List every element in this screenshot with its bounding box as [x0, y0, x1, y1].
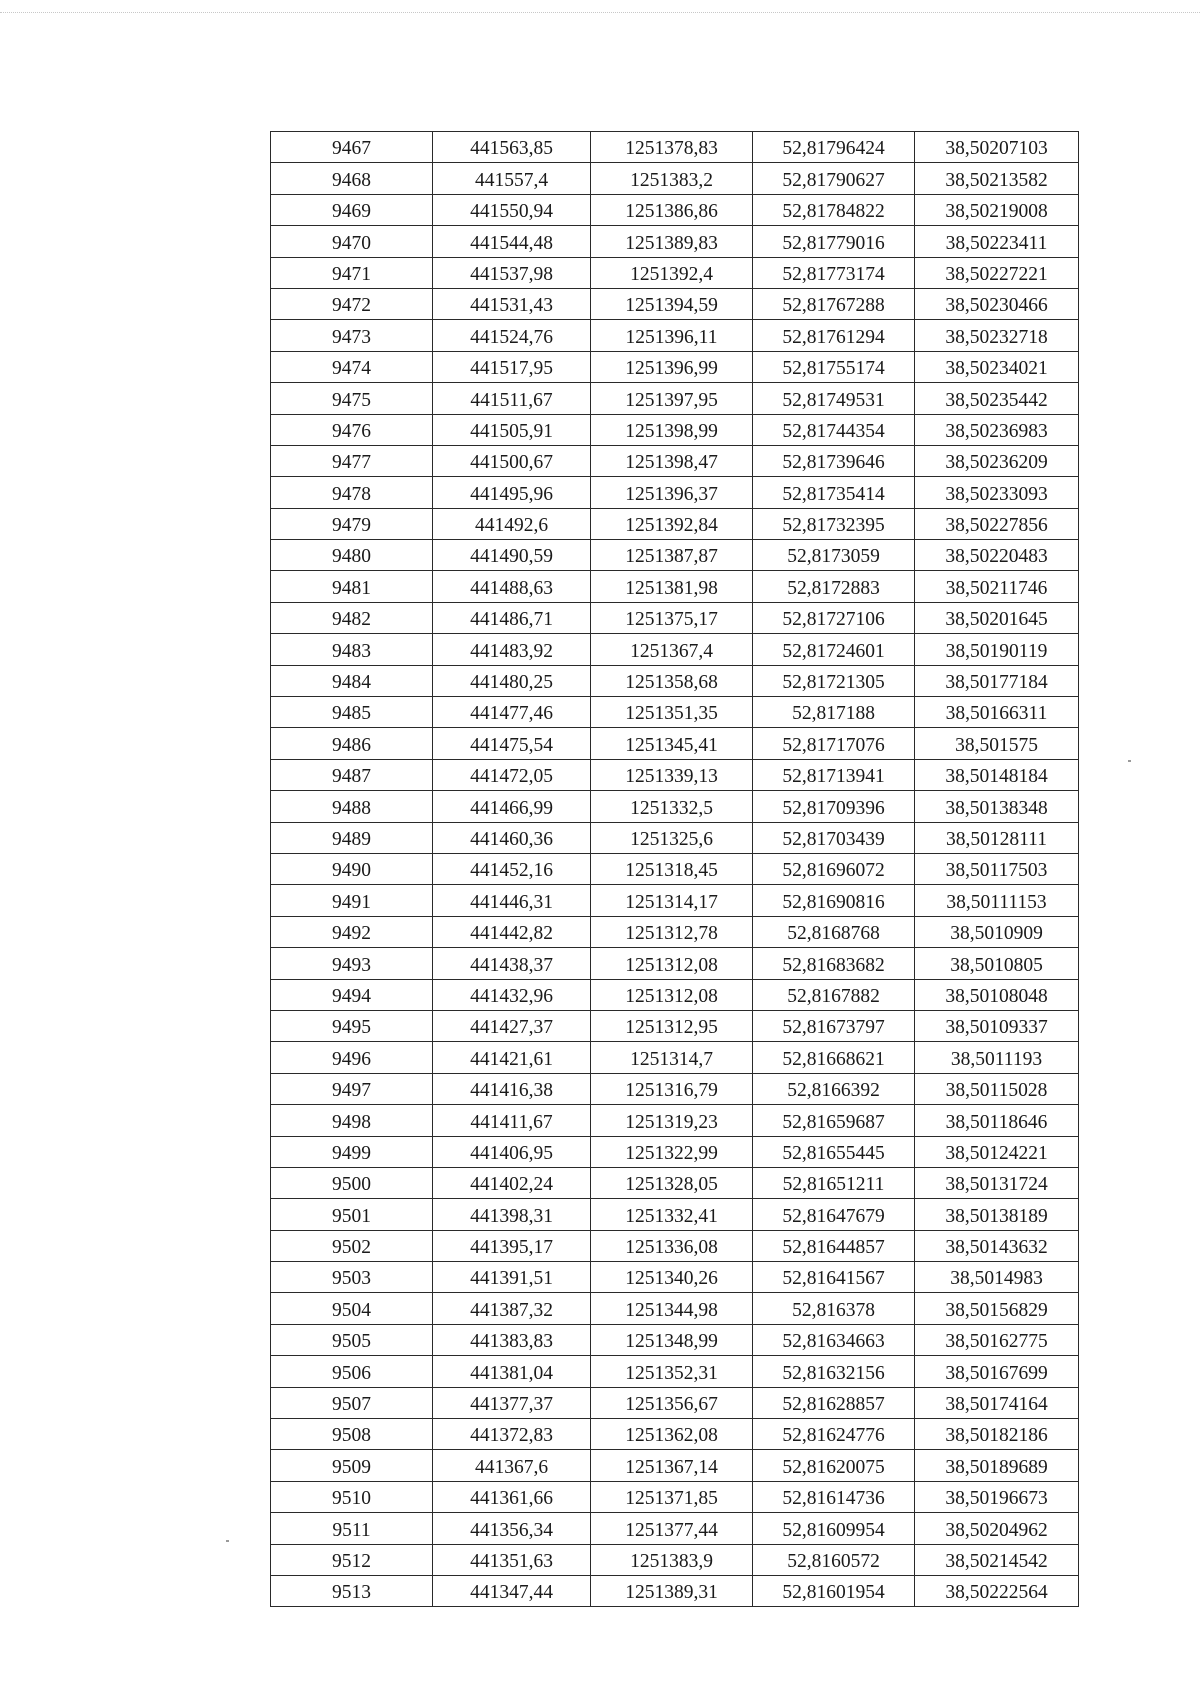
y-coordinate-cell: 1251336,08 [591, 1230, 753, 1261]
latitude-cell: 52,81744354 [753, 414, 915, 445]
x-coordinate-cell: 441361,66 [433, 1481, 591, 1512]
longitude-cell: 38,50235442 [915, 383, 1079, 414]
x-coordinate-cell: 441377,37 [433, 1387, 591, 1418]
x-coordinate-cell: 441421,61 [433, 1042, 591, 1073]
table-row [271, 445, 1079, 476]
longitude-cell: 38,50115028 [915, 1073, 1079, 1104]
y-coordinate-cell: 1251351,35 [591, 697, 753, 728]
latitude-cell: 52,8160572 [753, 1544, 915, 1575]
table-row [271, 1387, 1079, 1418]
table-row [271, 948, 1079, 979]
x-coordinate-cell: 441563,85 [433, 132, 591, 163]
longitude-cell: 38,50177184 [915, 665, 1079, 696]
latitude-cell: 52,81647679 [753, 1199, 915, 1230]
y-coordinate-cell: 1251375,17 [591, 602, 753, 633]
latitude-cell: 52,81713941 [753, 759, 915, 790]
point-number-cell: 9487 [271, 759, 433, 790]
longitude-cell: 38,5011193 [915, 1042, 1079, 1073]
latitude-cell: 52,81703439 [753, 822, 915, 853]
point-number-cell: 9481 [271, 571, 433, 602]
point-number-cell: 9482 [271, 602, 433, 633]
point-number-cell: 9510 [271, 1481, 433, 1512]
x-coordinate-cell: 441383,83 [433, 1324, 591, 1355]
x-coordinate-cell: 441411,67 [433, 1105, 591, 1136]
y-coordinate-cell: 1251392,4 [591, 257, 753, 288]
x-coordinate-cell: 441356,34 [433, 1513, 591, 1544]
y-coordinate-cell: 1251386,86 [591, 194, 753, 225]
x-coordinate-cell: 441395,17 [433, 1230, 591, 1261]
point-number-cell: 9485 [271, 697, 433, 728]
latitude-cell: 52,81624776 [753, 1419, 915, 1450]
x-coordinate-cell: 441524,76 [433, 320, 591, 351]
x-coordinate-cell: 441391,51 [433, 1262, 591, 1293]
x-coordinate-cell: 441387,32 [433, 1293, 591, 1324]
x-coordinate-cell: 441372,83 [433, 1419, 591, 1450]
latitude-cell: 52,81739646 [753, 445, 915, 476]
scan-top-edge [0, 12, 1200, 13]
table-row [271, 132, 1079, 163]
y-coordinate-cell: 1251396,11 [591, 320, 753, 351]
latitude-cell: 52,81717076 [753, 728, 915, 759]
x-coordinate-cell: 441475,54 [433, 728, 591, 759]
y-coordinate-cell: 1251381,98 [591, 571, 753, 602]
latitude-cell: 52,81796424 [753, 132, 915, 163]
longitude-cell: 38,50190119 [915, 634, 1079, 665]
y-coordinate-cell: 1251394,59 [591, 288, 753, 319]
latitude-cell: 52,81727106 [753, 602, 915, 633]
x-coordinate-cell: 441460,36 [433, 822, 591, 853]
table-row [271, 665, 1079, 696]
latitude-cell: 52,81634663 [753, 1324, 915, 1355]
longitude-cell: 38,50174164 [915, 1387, 1079, 1418]
table-row [271, 697, 1079, 728]
point-number-cell: 9502 [271, 1230, 433, 1261]
table-row [271, 791, 1079, 822]
latitude-cell: 52,81735414 [753, 477, 915, 508]
point-number-cell: 9497 [271, 1073, 433, 1104]
x-coordinate-cell: 441492,6 [433, 508, 591, 539]
point-number-cell: 9500 [271, 1167, 433, 1198]
longitude-cell: 38,50131724 [915, 1167, 1079, 1198]
longitude-cell: 38,50207103 [915, 132, 1079, 163]
y-coordinate-cell: 1251314,17 [591, 885, 753, 916]
latitude-cell: 52,81601954 [753, 1575, 915, 1606]
y-coordinate-cell: 1251383,2 [591, 163, 753, 194]
y-coordinate-cell: 1251398,47 [591, 445, 753, 476]
y-coordinate-cell: 1251319,23 [591, 1105, 753, 1136]
point-number-cell: 9472 [271, 288, 433, 319]
x-coordinate-cell: 441427,37 [433, 1010, 591, 1041]
point-number-cell: 9475 [271, 383, 433, 414]
longitude-cell: 38,50230466 [915, 288, 1079, 319]
y-coordinate-cell: 1251396,99 [591, 351, 753, 382]
x-coordinate-cell: 441495,96 [433, 477, 591, 508]
point-number-cell: 9478 [271, 477, 433, 508]
table-row [271, 320, 1079, 351]
longitude-cell: 38,50138189 [915, 1199, 1079, 1230]
table-row [271, 1575, 1079, 1606]
x-coordinate-cell: 441406,95 [433, 1136, 591, 1167]
latitude-cell: 52,81614736 [753, 1481, 915, 1512]
table-row [271, 1136, 1079, 1167]
table-row [271, 1293, 1079, 1324]
x-coordinate-cell: 441452,16 [433, 853, 591, 884]
x-coordinate-cell: 441466,99 [433, 791, 591, 822]
coordinate-table [270, 131, 1079, 1607]
longitude-cell: 38,50109337 [915, 1010, 1079, 1041]
x-coordinate-cell: 441511,67 [433, 383, 591, 414]
latitude-cell: 52,8166392 [753, 1073, 915, 1104]
latitude-cell: 52,81732395 [753, 508, 915, 539]
table-row [271, 1105, 1079, 1136]
table-row [271, 508, 1079, 539]
x-coordinate-cell: 441477,46 [433, 697, 591, 728]
x-coordinate-cell: 441398,31 [433, 1199, 591, 1230]
y-coordinate-cell: 1251397,95 [591, 383, 753, 414]
point-number-cell: 9495 [271, 1010, 433, 1041]
point-number-cell: 9474 [271, 351, 433, 382]
longitude-cell: 38,50236983 [915, 414, 1079, 445]
point-number-cell: 9470 [271, 226, 433, 257]
table-row [271, 759, 1079, 790]
x-coordinate-cell: 441347,44 [433, 1575, 591, 1606]
x-coordinate-cell: 441490,59 [433, 540, 591, 571]
point-number-cell: 9468 [271, 163, 433, 194]
table-row [271, 257, 1079, 288]
longitude-cell: 38,50182186 [915, 1419, 1079, 1450]
latitude-cell: 52,81609954 [753, 1513, 915, 1544]
longitude-cell: 38,50227221 [915, 257, 1079, 288]
point-number-cell: 9471 [271, 257, 433, 288]
point-number-cell: 9476 [271, 414, 433, 445]
table-row [271, 1262, 1079, 1293]
latitude-cell: 52,81761294 [753, 320, 915, 351]
latitude-cell: 52,81659687 [753, 1105, 915, 1136]
table-row [271, 351, 1079, 382]
latitude-cell: 52,8172883 [753, 571, 915, 602]
longitude-cell: 38,50222564 [915, 1575, 1079, 1606]
point-number-cell: 9479 [271, 508, 433, 539]
table-row [271, 194, 1079, 225]
latitude-cell: 52,81632156 [753, 1356, 915, 1387]
latitude-cell: 52,81755174 [753, 351, 915, 382]
y-coordinate-cell: 1251367,14 [591, 1450, 753, 1481]
x-coordinate-cell: 441381,04 [433, 1356, 591, 1387]
latitude-cell: 52,8167882 [753, 979, 915, 1010]
point-number-cell: 9513 [271, 1575, 433, 1606]
latitude-cell: 52,81620075 [753, 1450, 915, 1481]
longitude-cell: 38,50204962 [915, 1513, 1079, 1544]
table-row [271, 885, 1079, 916]
y-coordinate-cell: 1251325,6 [591, 822, 753, 853]
x-coordinate-cell: 441486,71 [433, 602, 591, 633]
latitude-cell: 52,817188 [753, 697, 915, 728]
longitude-cell: 38,50211746 [915, 571, 1079, 602]
x-coordinate-cell: 441480,25 [433, 665, 591, 696]
table-row [271, 822, 1079, 853]
point-number-cell: 9469 [271, 194, 433, 225]
x-coordinate-cell: 441472,05 [433, 759, 591, 790]
y-coordinate-cell: 1251314,7 [591, 1042, 753, 1073]
longitude-cell: 38,50227856 [915, 508, 1079, 539]
point-number-cell: 9504 [271, 1293, 433, 1324]
x-coordinate-cell: 441416,38 [433, 1073, 591, 1104]
y-coordinate-cell: 1251377,44 [591, 1513, 753, 1544]
longitude-cell: 38,50219008 [915, 194, 1079, 225]
coordinate-table-sheet [270, 131, 1078, 1607]
point-number-cell: 9467 [271, 132, 433, 163]
point-number-cell: 9508 [271, 1419, 433, 1450]
point-number-cell: 9496 [271, 1042, 433, 1073]
table-row [271, 916, 1079, 947]
table-row [271, 1450, 1079, 1481]
latitude-cell: 52,81709396 [753, 791, 915, 822]
y-coordinate-cell: 1251328,05 [591, 1167, 753, 1198]
point-number-cell: 9505 [271, 1324, 433, 1355]
longitude-cell: 38,501575 [915, 728, 1079, 759]
y-coordinate-cell: 1251362,08 [591, 1419, 753, 1450]
y-coordinate-cell: 1251378,83 [591, 132, 753, 163]
x-coordinate-cell: 441438,37 [433, 948, 591, 979]
point-number-cell: 9489 [271, 822, 433, 853]
latitude-cell: 52,81696072 [753, 853, 915, 884]
y-coordinate-cell: 1251332,5 [591, 791, 753, 822]
y-coordinate-cell: 1251339,13 [591, 759, 753, 790]
longitude-cell: 38,50111153 [915, 885, 1079, 916]
table-row [271, 1419, 1079, 1450]
table-row [271, 1356, 1079, 1387]
x-coordinate-cell: 441531,43 [433, 288, 591, 319]
table-row [271, 979, 1079, 1010]
point-number-cell: 9498 [271, 1105, 433, 1136]
latitude-cell: 52,8173059 [753, 540, 915, 571]
x-coordinate-cell: 441442,82 [433, 916, 591, 947]
x-coordinate-cell: 441488,63 [433, 571, 591, 602]
latitude-cell: 52,816378 [753, 1293, 915, 1324]
latitude-cell: 52,8168768 [753, 916, 915, 947]
y-coordinate-cell: 1251389,31 [591, 1575, 753, 1606]
table-row [271, 853, 1079, 884]
table-row [271, 163, 1079, 194]
longitude-cell: 38,50189689 [915, 1450, 1079, 1481]
longitude-cell: 38,50143632 [915, 1230, 1079, 1261]
y-coordinate-cell: 1251371,85 [591, 1481, 753, 1512]
longitude-cell: 38,50201645 [915, 602, 1079, 633]
y-coordinate-cell: 1251396,37 [591, 477, 753, 508]
longitude-cell: 38,50220483 [915, 540, 1079, 571]
point-number-cell: 9480 [271, 540, 433, 571]
table-row [271, 1073, 1079, 1104]
y-coordinate-cell: 1251332,41 [591, 1199, 753, 1230]
y-coordinate-cell: 1251356,67 [591, 1387, 753, 1418]
x-coordinate-cell: 441517,95 [433, 351, 591, 382]
longitude-cell: 38,50138348 [915, 791, 1079, 822]
table-row [271, 602, 1079, 633]
x-coordinate-cell: 441446,31 [433, 885, 591, 916]
point-number-cell: 9499 [271, 1136, 433, 1167]
point-number-cell: 9493 [271, 948, 433, 979]
y-coordinate-cell: 1251312,08 [591, 979, 753, 1010]
point-number-cell: 9473 [271, 320, 433, 351]
table-row [271, 1010, 1079, 1041]
point-number-cell: 9486 [271, 728, 433, 759]
longitude-cell: 38,50233093 [915, 477, 1079, 508]
latitude-cell: 52,81773174 [753, 257, 915, 288]
table-row [271, 1042, 1079, 1073]
point-number-cell: 9503 [271, 1262, 433, 1293]
table-row [271, 1230, 1079, 1261]
scan-speck [1128, 760, 1131, 762]
longitude-cell: 38,50214542 [915, 1544, 1079, 1575]
x-coordinate-cell: 441351,63 [433, 1544, 591, 1575]
longitude-cell: 38,50128111 [915, 822, 1079, 853]
point-number-cell: 9488 [271, 791, 433, 822]
point-number-cell: 9511 [271, 1513, 433, 1544]
longitude-cell: 38,5010909 [915, 916, 1079, 947]
latitude-cell: 52,81655445 [753, 1136, 915, 1167]
point-number-cell: 9509 [271, 1450, 433, 1481]
y-coordinate-cell: 1251352,31 [591, 1356, 753, 1387]
y-coordinate-cell: 1251348,99 [591, 1324, 753, 1355]
table-row [271, 1167, 1079, 1198]
x-coordinate-cell: 441537,98 [433, 257, 591, 288]
longitude-cell: 38,5014983 [915, 1262, 1079, 1293]
y-coordinate-cell: 1251358,68 [591, 665, 753, 696]
longitude-cell: 38,50156829 [915, 1293, 1079, 1324]
table-row [271, 1324, 1079, 1355]
longitude-cell: 38,50234021 [915, 351, 1079, 382]
x-coordinate-cell: 441505,91 [433, 414, 591, 445]
point-number-cell: 9490 [271, 853, 433, 884]
y-coordinate-cell: 1251345,41 [591, 728, 753, 759]
table-row [271, 288, 1079, 319]
y-coordinate-cell: 1251318,45 [591, 853, 753, 884]
y-coordinate-cell: 1251312,08 [591, 948, 753, 979]
table-row [271, 477, 1079, 508]
table-row [271, 728, 1079, 759]
longitude-cell: 38,50236209 [915, 445, 1079, 476]
y-coordinate-cell: 1251392,84 [591, 508, 753, 539]
longitude-cell: 38,50148184 [915, 759, 1079, 790]
table-row [271, 634, 1079, 665]
point-number-cell: 9492 [271, 916, 433, 947]
point-number-cell: 9501 [271, 1199, 433, 1230]
point-number-cell: 9483 [271, 634, 433, 665]
latitude-cell: 52,81721305 [753, 665, 915, 696]
longitude-cell: 38,50167699 [915, 1356, 1079, 1387]
x-coordinate-cell: 441402,24 [433, 1167, 591, 1198]
x-coordinate-cell: 441500,67 [433, 445, 591, 476]
y-coordinate-cell: 1251344,98 [591, 1293, 753, 1324]
x-coordinate-cell: 441367,6 [433, 1450, 591, 1481]
y-coordinate-cell: 1251312,95 [591, 1010, 753, 1041]
y-coordinate-cell: 1251312,78 [591, 916, 753, 947]
latitude-cell: 52,81668621 [753, 1042, 915, 1073]
x-coordinate-cell: 441557,4 [433, 163, 591, 194]
latitude-cell: 52,81673797 [753, 1010, 915, 1041]
longitude-cell: 38,50124221 [915, 1136, 1079, 1167]
point-number-cell: 9507 [271, 1387, 433, 1418]
longitude-cell: 38,50118646 [915, 1105, 1079, 1136]
y-coordinate-cell: 1251316,79 [591, 1073, 753, 1104]
y-coordinate-cell: 1251322,99 [591, 1136, 753, 1167]
coordinate-table-body [271, 132, 1079, 1607]
point-number-cell: 9484 [271, 665, 433, 696]
scan-speck [226, 1540, 229, 1542]
x-coordinate-cell: 441432,96 [433, 979, 591, 1010]
latitude-cell: 52,81779016 [753, 226, 915, 257]
point-number-cell: 9491 [271, 885, 433, 916]
latitude-cell: 52,81784822 [753, 194, 915, 225]
table-row [271, 1544, 1079, 1575]
table-row [271, 540, 1079, 571]
longitude-cell: 38,50196673 [915, 1481, 1079, 1512]
latitude-cell: 52,81683682 [753, 948, 915, 979]
latitude-cell: 52,81724601 [753, 634, 915, 665]
longitude-cell: 38,50213582 [915, 163, 1079, 194]
table-row [271, 226, 1079, 257]
y-coordinate-cell: 1251367,4 [591, 634, 753, 665]
latitude-cell: 52,81690816 [753, 885, 915, 916]
latitude-cell: 52,81641567 [753, 1262, 915, 1293]
table-row [271, 1513, 1079, 1544]
y-coordinate-cell: 1251389,83 [591, 226, 753, 257]
table-row [271, 1199, 1079, 1230]
y-coordinate-cell: 1251387,87 [591, 540, 753, 571]
point-number-cell: 9494 [271, 979, 433, 1010]
table-row [271, 571, 1079, 602]
latitude-cell: 52,81644857 [753, 1230, 915, 1261]
longitude-cell: 38,50166311 [915, 697, 1079, 728]
table-row [271, 1481, 1079, 1512]
y-coordinate-cell: 1251383,9 [591, 1544, 753, 1575]
longitude-cell: 38,50223411 [915, 226, 1079, 257]
longitude-cell: 38,5010805 [915, 948, 1079, 979]
x-coordinate-cell: 441550,94 [433, 194, 591, 225]
longitude-cell: 38,50162775 [915, 1324, 1079, 1355]
table-row [271, 414, 1079, 445]
point-number-cell: 9512 [271, 1544, 433, 1575]
y-coordinate-cell: 1251340,26 [591, 1262, 753, 1293]
x-coordinate-cell: 441483,92 [433, 634, 591, 665]
latitude-cell: 52,81749531 [753, 383, 915, 414]
x-coordinate-cell: 441544,48 [433, 226, 591, 257]
table-row [271, 383, 1079, 414]
y-coordinate-cell: 1251398,99 [591, 414, 753, 445]
longitude-cell: 38,50108048 [915, 979, 1079, 1010]
longitude-cell: 38,50232718 [915, 320, 1079, 351]
point-number-cell: 9506 [271, 1356, 433, 1387]
latitude-cell: 52,81790627 [753, 163, 915, 194]
point-number-cell: 9477 [271, 445, 433, 476]
longitude-cell: 38,50117503 [915, 853, 1079, 884]
latitude-cell: 52,81767288 [753, 288, 915, 319]
latitude-cell: 52,81628857 [753, 1387, 915, 1418]
latitude-cell: 52,81651211 [753, 1167, 915, 1198]
